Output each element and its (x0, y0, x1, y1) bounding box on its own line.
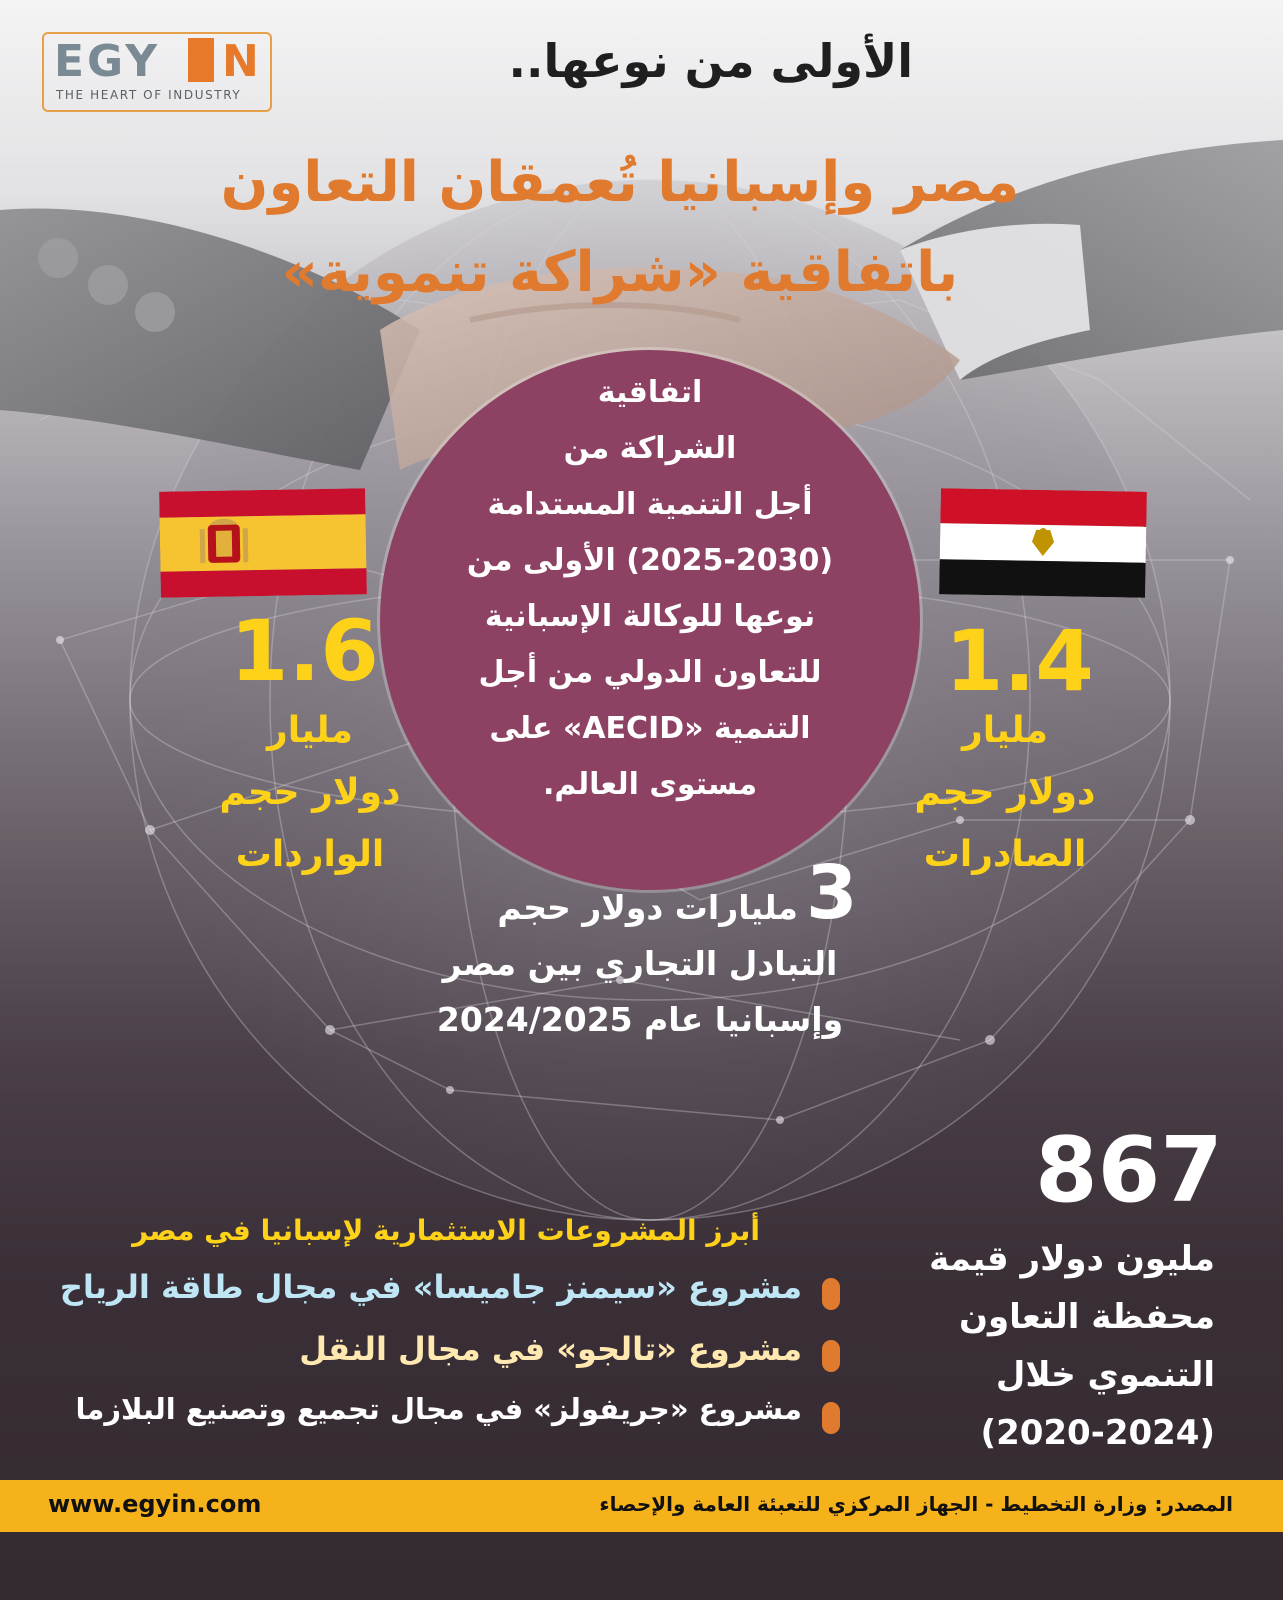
trade-label-line: مليارات دولار حجم (497, 888, 798, 927)
trade-label-line: التبادل التجاري بين مصر (442, 944, 838, 983)
headline: الأولى من نوعها.. (508, 34, 913, 88)
exports-label-line: مليار (962, 710, 1048, 751)
portfolio-label-line: (2020-2024) (980, 1413, 1215, 1453)
imports-label-line: مليار (267, 710, 353, 751)
project-text: مشروع «سيمنز جاميسا» في مجال طاقة الرياح (59, 1268, 802, 1306)
portfolio-label-line: مليون دولار قيمة (929, 1239, 1215, 1279)
project-item (60, 1330, 840, 1382)
egypt-flag-icon (939, 488, 1147, 598)
agreement-line: نوعها للوكالة الإسبانية (484, 599, 816, 634)
logo-n-text: N (222, 36, 259, 87)
spain-flag-icon (159, 488, 367, 598)
main-title-line-2: باتفاقية «شراكة تنموية» (281, 240, 959, 305)
imports-label-line: الواردات (235, 834, 385, 875)
exports-label (905, 700, 1105, 886)
portfolio-label-line: محفظة التعاون (958, 1297, 1215, 1337)
exports-label-line: الصادرات (923, 834, 1087, 875)
project-text: مشروع «تالجو» في مجال النقل (299, 1330, 802, 1368)
imports-label-line: دولار حجم (219, 772, 401, 813)
logo-egy-text: EGY (54, 36, 161, 87)
website-link[interactable]: www.egyin.com (48, 1490, 262, 1518)
exports-label-line: دولار حجم (914, 772, 1096, 813)
agreement-line: للتعاون الدولي من أجل (478, 655, 822, 690)
bullet-icon (822, 1402, 840, 1434)
imports-label (200, 700, 420, 886)
agreement-line: الشراكة من (563, 431, 737, 466)
agreement-line: أجل التنمية المستدامة (487, 487, 813, 522)
project-item (60, 1268, 840, 1320)
trade-label (420, 880, 860, 1048)
agreement-line: مستوى العالم. (542, 767, 758, 802)
portfolio-label (915, 1230, 1215, 1462)
project-text: مشروع «جريفولز» في مجال تجميع وتصنيع البلازما (75, 1392, 802, 1426)
bullet-icon (822, 1340, 840, 1372)
portfolio-label-line: التنموي خلال (995, 1355, 1215, 1395)
bullet-icon (822, 1278, 840, 1310)
source-credit: المصدر: وزارة التخطيط - الجهاز المركزي للتعبئة العامة والإحصاء (599, 1492, 1233, 1516)
projects-heading: أبرز المشروعات الاستثمارية لإسبانيا في مصر (132, 1214, 760, 1247)
footer-bar (0, 1480, 1283, 1532)
trade-value: 3 (806, 850, 858, 936)
agreement-line: اتفاقية (597, 375, 703, 410)
agreement-line: التنمية «AECID» على (489, 711, 811, 746)
trade-label-line: وإسبانيا عام 2024/2025 (436, 1000, 844, 1039)
portfolio-value: 867 (1035, 1118, 1223, 1223)
logo-tagline: THE HEART OF INDUSTRY (56, 88, 242, 102)
exports-value: 1.4 (945, 612, 1094, 710)
main-title-line-1: مصر وإسبانيا تُعمقان التعاون (220, 150, 1020, 215)
logo-i-bar (188, 38, 214, 82)
imports-value: 1.6 (230, 602, 379, 700)
agreement-text (418, 365, 882, 813)
agreement-line: (2025-2030) الأولى من (466, 543, 834, 578)
egyin-logo (42, 32, 270, 110)
project-item (60, 1392, 840, 1444)
